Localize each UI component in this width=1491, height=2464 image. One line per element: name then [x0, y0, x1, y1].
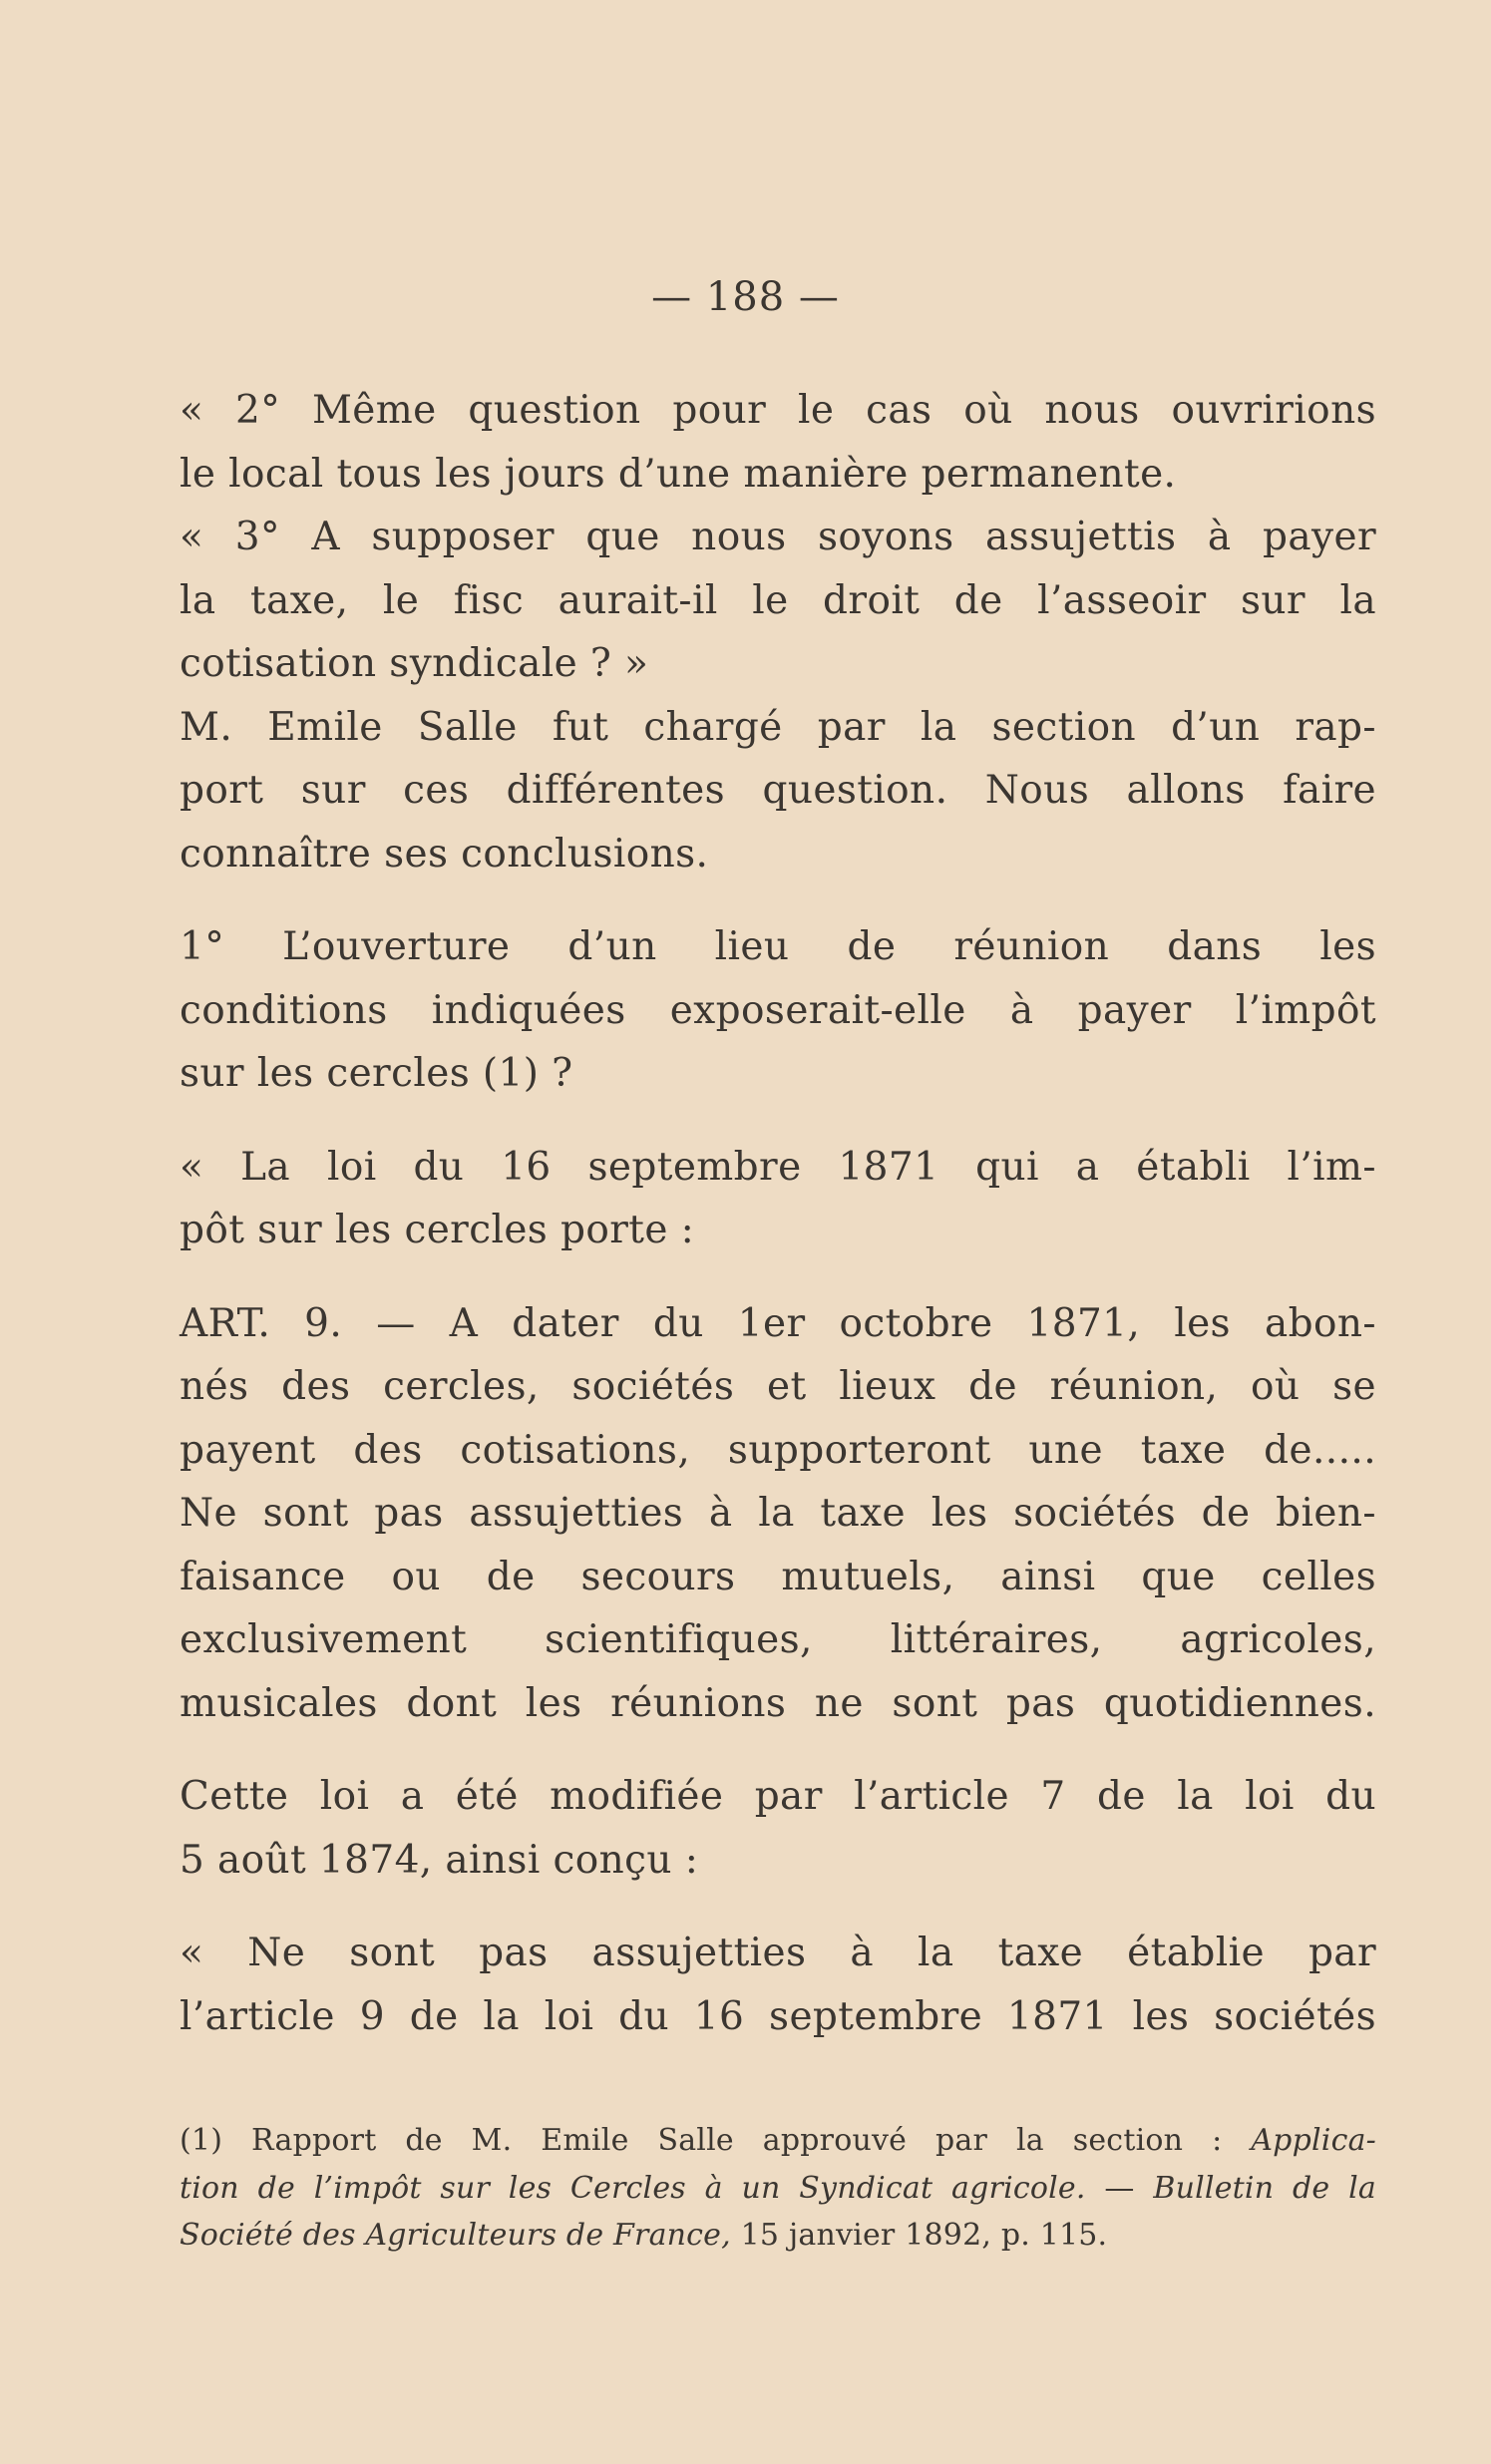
text-line: Cette loi a été modifiée par l’article 7 de la loi du	[180, 1774, 1376, 1819]
text-line: faisance ou de secours mutuels, ainsi que celles	[180, 1554, 1376, 1599]
text-line: M. Emile Salle fut chargé par la section d’un rap-	[180, 704, 1376, 750]
text-line: connaître ses conclusions.	[180, 831, 709, 877]
body-text	[180, 379, 1376, 2048]
text-line: conditions indiquées exposerait-elle à payer l’impôt	[180, 987, 1376, 1033]
text-line: « 2° Même question pour le cas où nous ouvririons	[180, 388, 1376, 433]
footnote-line	[180, 2212, 1376, 2260]
footnote-journal: Bulletin de la	[1153, 2170, 1377, 2206]
text-line: « 3° A supposer que nous soyons assujettis à payer	[180, 515, 1376, 559]
text-line: 1° L’ouverture d’un lieu de réunion dans les	[180, 924, 1376, 969]
text-line: la taxe, le fisc aurait-il le droit de l’asseoir sur la	[180, 577, 1376, 623]
footnote-text: (1) Rapport de M. Emile Salle approuvé par la section :	[180, 2123, 1252, 2158]
footnote-title: tion de l’impôt sur les Cercles à un Syndicat agricole.	[180, 2170, 1086, 2206]
text-line: pôt sur les cercles porte :	[180, 1208, 695, 1252]
text-line: musicales dont les réunions ne sont pas quotidiennes.	[180, 1680, 1376, 1726]
text-line: port sur ces différentes question. Nous allons faire	[180, 768, 1376, 813]
text-line: 5 août 1874, ainsi conçu :	[180, 1837, 699, 1883]
text-line: sur les cercles (1) ?	[180, 1051, 573, 1096]
footnote-journal: Société des Agriculteurs de France,	[180, 2218, 731, 2253]
text-line: exclusivement scientifiques, littéraires, agricoles,	[180, 1617, 1376, 1662]
text-line: cotisation syndicale ? »	[180, 641, 649, 686]
footnote-line	[180, 2165, 1376, 2213]
text-line: « La loi du 16 septembre 1871 qui a établi l’im-	[180, 1144, 1376, 1190]
footnote-line	[180, 2117, 1376, 2165]
footnote-title: Applica-	[1251, 2123, 1376, 2158]
text-line: l’article 9 de la loi du 16 septembre 1871 les sociétés	[180, 1993, 1376, 2039]
footnote-text: —	[1085, 2170, 1154, 2206]
page-number: — 188 —	[651, 274, 840, 320]
text-line: ART. 9. — A dater du 1er octobre 1871, les abon-	[180, 1300, 1376, 1346]
footnote	[180, 2117, 1376, 2260]
text-line: le local tous les jours d’une manière permanente.	[180, 451, 1177, 497]
text-line: payent des cotisations, supporteront une taxe de.....	[180, 1427, 1376, 1473]
footnote-text: 15 janvier 1892, p. 115.	[730, 2218, 1108, 2253]
text-line: nés des cercles, sociétés et lieux de réunion, où se	[180, 1364, 1376, 1409]
text-line: Ne sont pas assujetties à la taxe les sociétés de bien-	[180, 1491, 1376, 1536]
text-line: « Ne sont pas assujetties à la taxe établie par	[180, 1931, 1376, 1975]
